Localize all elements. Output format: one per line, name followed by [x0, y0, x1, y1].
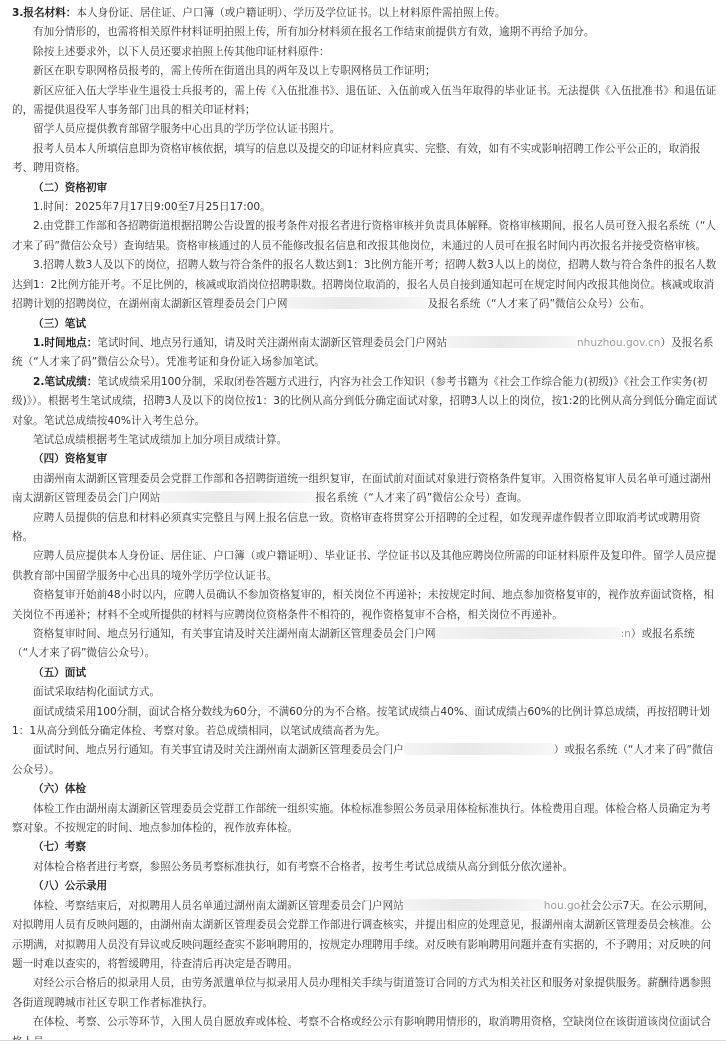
redacted-url: [404, 899, 544, 911]
review-ratio-paragraph: 3.招聘人数3人及以下的岗位，招聘人数与符合条件的报名人数达到1：3比例方能开考；招聘人数3人以上的岗位，招聘人数与符合条件的报名人数达到1：2比例方能开考。不足比例的，核减或取消岗位招聘职数。招聘岗位取消的，报名人员自接到通知起可在规定时间内改报其他岗位。核减或取消招聘计划的招聘岗位，在湖州南太湖新区管理委员会门户网 及报名系统（“人才来了码”微信公众号）公布。: [12, 259, 717, 311]
section-heading-review: （二）资格初审: [33, 181, 108, 194]
materials-lead: 3.报名材料：: [12, 7, 77, 19]
recheck-absence-paragraph: 资格复审开始前48小时以内，应聘人员确认不参加资格复审的，相关岗位不再递补；未按规定时间、地点参加资格复审的，视作放弃面试资格，相关岗位不再递补；材料不全或所提供的材料与应聘岗位资格条件不相符的，视作资格复审不合格，相关岗位不再递补。: [12, 589, 714, 621]
materials-paragraph: [12, 4, 718, 23]
redacted-url: [436, 627, 621, 639]
redacted-url: [447, 336, 577, 348]
url-fragment: :n: [620, 628, 631, 640]
interview-score-paragraph: 面试成绩采用100分制，面试合格分数线为60分，不满60分的为不合格。按笔试成绩占40%、面试成绩占60%的比例计算总成绩，再按招聘计划1：1从高分到低分确定体检、考察对象。若总成绩相同，以笔试成绩高者为先。: [12, 705, 710, 738]
interview-method-paragraph: 面试采取结构化面试方式。: [33, 686, 161, 699]
overseas-paragraph: 留学人员应提供教育部留学服务中心出具的学历学位认证书照片。: [33, 123, 341, 136]
interview-notice-paragraph: 面试时间、地点另行通知。有关事宜请及时关注湖州南太湖新区管理委员会门户 ）或报名系统（“人才来了码”微信公众号）。: [12, 744, 714, 776]
url-fragment: nhuzhou.gov.cn: [576, 336, 661, 349]
written-time-paragraph: 1.时间地点：笔试时间、地点另行通知，请及时关注湖州南太湖新区管理委员会门户网站 nhuzhou.gov.cn）及报名系统（“人才来了码”微信公众号）。凭准考证和身份证入场参加笔试。: [12, 336, 714, 369]
section-heading-physical: （六）体检: [33, 783, 86, 796]
written-score-paragraph: 2.笔试成绩：笔试成绩采用100分制，采取闭卷答题方式进行，内容为社会工作知识（参考书籍为《社会工作综合能力(初级)》《社会工作实务(初级)》）。根据考生笔试成绩，招聘3人及以下的岗位按1：3的比例从高分到低分确定面试对象，招聘3人以上的岗位，按1:2的比例从高分到低分确定面试对象。笔试总成绩按40%计入考生总分。: [12, 375, 717, 427]
redacted-url: [287, 297, 427, 309]
redacted-url: [160, 491, 315, 503]
section-heading-inspection: （七）考察: [33, 841, 86, 854]
section-heading-written: （三）笔试: [33, 317, 86, 330]
physical-paragraph: 体检工作由湖州南太湖新区管理委员会党群工作部统一组织实施。体检标准参照公务员录用体检标准执行。体检费用自理。体检合格人员确定为考察对象。不按规定的时间、地点参加体检的，视作放弃体检。: [12, 802, 711, 835]
review-process-paragraph: 2.由党群工作部和各招聘街道根据招聘公告设置的报考条件对报名者进行资格审核并负责具体解释。资格审核期间，报名人员可登入报名系统（“人才来了码”微信公众号）查询结果。资格审核通过的人员不能修改报名信息和改报其他岗位，未通过的人员可在报名时间内再次报名并接受资格审核。: [12, 220, 716, 252]
page-bottom-edge: [0, 1040, 726, 1045]
authenticity-paragraph: 报考人员本人所填信息即为资格审核依据，填写的信息以及提交的印证材料应真实、完整、有效，如有不实或影响招聘工作公平公正的，取消报考、聘用资格。: [12, 142, 701, 175]
recheck-notice-paragraph: 资格复审时间、地点另行通知，有关事宜请及时关注湖州南太湖新区管理委员会门户网 :n）或报名系统（“人才来了码”微信公众号）。: [12, 628, 695, 660]
contract-paragraph: 对经公示合格后的拟录用人员，由劳务派遣单位与拟录用人员办理相关手续与街道签订合同的方式为相关社区和服务对象提供服务。薪酬待遇参照各街道现聘城市社区专职工作者标准执行。: [12, 977, 711, 1009]
publicity-paragraph: 体检、考察结束后，对拟聘用人员名单通过湖州南太湖新区管理委员会门户网站 hou.go社会公示7天。在公示期间，对拟聘用人员有反映问题的，由湖州南太湖新区管理委员会党群工作部进行调查核实，并提出相应的处理意见，报湖州南太湖新区管理委员会核准。公示期满，对拟聘用人员没有异议或反映问题经查实不影响聘用的，按规定办理聘用手续。对反映有影响聘用问题并查有实据的，不予聘用；对反映的问题一时难以查实的，将暂缓聘用，待查清后再决定是否聘用。: [12, 899, 715, 970]
written-total-paragraph: 笔试总成绩根据考生笔试成绩加上加分项目成绩计算。: [33, 433, 288, 446]
veteran-paragraph: 新区应征入伍大学毕业生退役士兵报考的，需上传《入伍批准书》、退伍证、入伍前或入伍当年取得的毕业证书。无法提供《入伍批准书》和退伍证的，需提供退役军人事务部门出具的相关印证材料；: [12, 84, 717, 117]
grid-worker-paragraph: 新区在职专职网格员报考的，需上传所在街道出具的两年及以上专职网格员工作证明；: [33, 65, 436, 78]
section-heading-interview: （五）面试: [33, 666, 86, 679]
materials-text: 本人身份证、居住证、户口簿（或户籍证明）、学历及学位证书。以上材料原件需拍照上传。: [76, 7, 506, 19]
bonus-materials-paragraph: 有加分情形的，也需将相关原件材料证明拍照上传，所有加分材料须在报名工作结束前提供方有效，逾期不再给予加分。: [33, 26, 595, 39]
redacted-url: [404, 743, 554, 755]
written-score-lead: 2.笔试成绩：: [33, 375, 98, 388]
url-fragment: hou.go: [543, 899, 581, 912]
section-heading-recheck: （四）资格复审: [33, 453, 108, 466]
section-heading-publicity: （八）公示录用: [33, 880, 108, 893]
written-time-lead: 1.时间地点：: [33, 336, 98, 349]
recheck-documents-paragraph: 应聘人员应提供本人身份证、居住证、户口簿（或户籍证明）、毕业证书、学位证书以及其他应聘岗位所需的印证材料原件及复印件。留学人员应提供教育部中国留学服务中心出具的境外学历学位认证书。: [12, 550, 717, 582]
vacancy-paragraph: 在体检、考察、公示等环节，入围人员自愿放弃或体检、考察不合格或经公示有影响聘用情形的，取消聘用资格，空缺岗位在该街道该岗位面试合: [33, 1016, 711, 1029]
recheck-organize-paragraph: 由湖州南太湖新区管理委员会党群工作部和各招聘街道统一组织复审，在面试前对面试对象进行资格条件复审。入围资格复审人员名单可通过湖州南太湖新区管理委员会门户网站 报名系统（“人才来了码”微信公众号）查询。: [12, 472, 711, 505]
review-time-paragraph: 1.时间：2025年7月17日9:00至7月25日17:00。: [33, 201, 271, 214]
extra-materials-paragraph: 除按上述要求外，以下人员还要求拍照上传其他印证材料原件：: [33, 45, 330, 58]
inspection-paragraph: 对体检合格者进行考察，参照公务员考察标准执行，如有考察不合格者，按考生考试总成绩从高分到低分依次递补。: [33, 860, 574, 873]
recheck-authenticity-paragraph: 应聘人员提供的信息和材料必须真实完整且与网上报名信息一致。资格审查将贯穿公开招聘的全过程，如发现弄虚作假者立即取消考试或聘用资格。: [12, 511, 701, 543]
